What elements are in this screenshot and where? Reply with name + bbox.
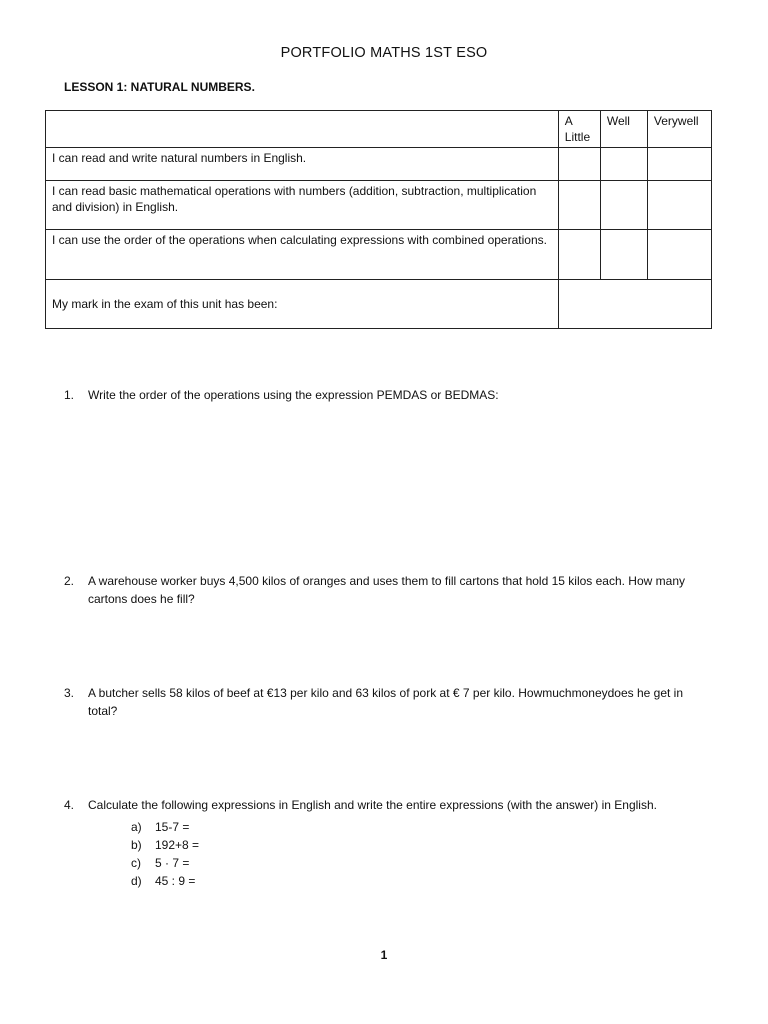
item-letter: b)	[131, 838, 142, 852]
list-item	[131, 854, 714, 872]
question-text: Write the order of the operations using the expression PEMDAS or BEDMAS:	[88, 388, 499, 402]
question-1	[64, 386, 714, 404]
table-row	[46, 181, 712, 230]
rating-cell-a-little[interactable]	[558, 181, 600, 230]
list-item	[131, 818, 714, 836]
statement-cell: I can use the order of the operations when calculating expressions with combined operations.	[46, 230, 559, 280]
list-item	[131, 872, 714, 890]
lesson-heading: LESSON 1: NATURAL NUMBERS.	[64, 80, 255, 94]
question-2	[64, 572, 714, 608]
rating-cell-well[interactable]	[600, 230, 647, 280]
table-header-row	[46, 111, 712, 148]
question-number: 1.	[64, 388, 75, 402]
question-number: 4.	[64, 798, 75, 812]
question-text: Calculate the following expressions in English and write the entire expressions (with the answer) in English.	[88, 798, 657, 812]
question-text: A butcher sells 58 kilos of beef at €13 per kilo and 63 kilos of pork at € 7 per kilo. Howmuchmoneydoes he get in total?	[88, 686, 684, 718]
list-item	[131, 836, 714, 854]
item-letter: c)	[131, 856, 141, 870]
question-number: 3.	[64, 686, 75, 700]
mark-label: My mark in the exam of this unit has been:	[46, 280, 559, 329]
expression-list	[64, 818, 714, 890]
header-well: Well	[600, 111, 647, 148]
item-letter: a)	[131, 820, 142, 834]
header-very-well: Verywell	[647, 111, 711, 148]
item-expression: 15-7 =	[155, 820, 190, 834]
question-text: A warehouse worker buys 4,500 kilos of oranges and uses them to fill cartons that hold 15 kilos each. How many cartons does he fill?	[88, 574, 685, 606]
mark-input-cell[interactable]	[558, 280, 711, 329]
rating-cell-a-little[interactable]	[558, 148, 600, 181]
rating-cell-very-well[interactable]	[647, 230, 711, 280]
page-title: PORTFOLIO MATHS 1ST ESO	[280, 45, 488, 61]
item-expression: 45 : 9 =	[155, 874, 196, 888]
header-blank-cell	[46, 111, 559, 148]
question-3	[64, 684, 714, 720]
rating-cell-well[interactable]	[600, 181, 647, 230]
rating-cell-very-well[interactable]	[647, 148, 711, 181]
rating-cell-well[interactable]	[600, 148, 647, 181]
question-4	[64, 796, 714, 890]
page-number: 1	[380, 948, 388, 962]
rating-cell-very-well[interactable]	[647, 181, 711, 230]
statement-cell: I can read and write natural numbers in English.	[46, 148, 559, 181]
rating-cell-a-little[interactable]	[558, 230, 600, 280]
self-assessment-table	[45, 110, 712, 329]
question-number: 2.	[64, 574, 75, 588]
header-a-little: A Little	[558, 111, 600, 148]
table-row	[46, 230, 712, 280]
item-expression: 5 · 7 =	[155, 856, 190, 870]
mark-row	[46, 280, 712, 329]
item-letter: d)	[131, 874, 142, 888]
statement-cell: I can read basic mathematical operations with numbers (addition, subtraction, multiplication and division) in English.	[46, 181, 559, 230]
table-row	[46, 148, 712, 181]
item-expression: 192+8 =	[155, 838, 200, 852]
